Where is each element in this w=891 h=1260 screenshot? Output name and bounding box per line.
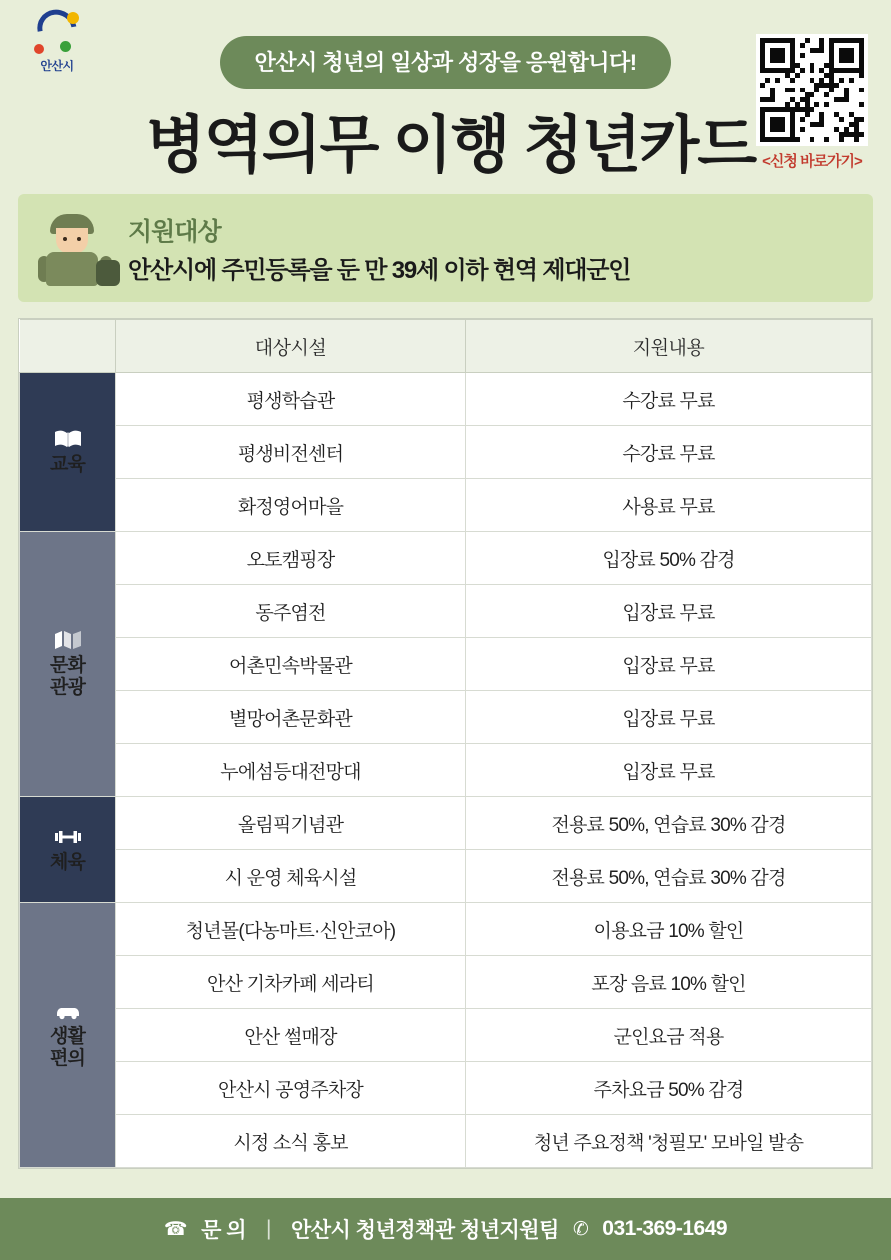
category-label: 문화 관광 [49, 655, 86, 698]
facility-cell: 동주염전 [116, 585, 466, 638]
benefit-cell: 입장료 무료 [466, 585, 872, 638]
eligibility-description: 안산시에 주민등록을 둔 만 39세 이하 현역 제대군인 [128, 256, 631, 284]
category-cell [20, 373, 116, 532]
benefit-cell: 포장 음료 10% 할인 [466, 956, 872, 1009]
table-row [20, 1009, 872, 1062]
qr-code-icon[interactable] [756, 34, 868, 146]
book-icon [53, 428, 83, 450]
footer-divider: | [266, 1217, 271, 1240]
benefits-table [19, 319, 872, 1168]
table-row [20, 373, 872, 426]
table-header-row [20, 320, 872, 373]
table-row [20, 850, 872, 903]
facility-cell: 평생비전센터 [116, 426, 466, 479]
poster-header [0, 0, 891, 190]
qr-apply-block[interactable] [751, 34, 873, 171]
benefit-cell: 주차요금 50% 감경 [466, 1062, 872, 1115]
eligibility-texts [128, 212, 630, 285]
tagline-wrap [20, 10, 871, 89]
table-row [20, 691, 872, 744]
facility-cell: 평생학습관 [116, 373, 466, 426]
benefit-cell: 입장료 무료 [466, 638, 872, 691]
logo-text: 안산시 [40, 59, 74, 73]
table-row [20, 903, 872, 956]
benefit-cell: 수강료 무료 [466, 373, 872, 426]
benefit-cell: 입장료 무료 [466, 744, 872, 797]
car-icon [53, 1000, 83, 1022]
ansan-city-logo [18, 8, 96, 74]
category-column-header [20, 320, 116, 373]
benefit-cell: 군인요금 적용 [466, 1009, 872, 1062]
category-cell [20, 532, 116, 797]
eligibility-label: 지원대상 [128, 217, 221, 246]
facility-cell: 오토캠핑장 [116, 532, 466, 585]
page-title: 병역의무 이행 청년카드 [145, 111, 756, 180]
eligibility-band [18, 194, 873, 302]
facility-column-header: 대상시설 [116, 320, 466, 373]
tagline-pill: 안산시 청년의 일상과 성장을 응원합니다! [220, 36, 670, 89]
table-row [20, 797, 872, 850]
benefits-table-body [20, 373, 872, 1168]
benefit-column-header: 지원내용 [466, 320, 872, 373]
table-row [20, 426, 872, 479]
facility-cell: 청년몰(다농마트·신안코아) [116, 903, 466, 956]
table-row [20, 532, 872, 585]
map-icon [53, 629, 83, 651]
table-row [20, 585, 872, 638]
benefit-cell: 청년 주요정책 '청필모' 모바일 발송 [466, 1115, 872, 1168]
facility-cell: 화정영어마을 [116, 479, 466, 532]
benefit-cell: 입장료 50% 감경 [466, 532, 872, 585]
facility-cell: 누에섬등대전망대 [116, 744, 466, 797]
benefits-table-wrap [18, 318, 873, 1169]
category-cell [20, 903, 116, 1168]
category-label: 교육 [49, 454, 86, 476]
facility-cell: 올림픽기념관 [116, 797, 466, 850]
facility-cell: 어촌민속박물관 [116, 638, 466, 691]
category-label: 생활 편의 [49, 1026, 86, 1069]
table-row [20, 638, 872, 691]
inquiry-label: 문 의 [201, 1219, 247, 1242]
facility-cell: 안산 썰매장 [116, 1009, 466, 1062]
table-row [20, 1115, 872, 1168]
table-row [20, 956, 872, 1009]
facility-cell: 안산 기차카페 세라티 [116, 956, 466, 1009]
table-row [20, 1062, 872, 1115]
table-row [20, 744, 872, 797]
benefit-cell: 수강료 무료 [466, 426, 872, 479]
benefit-cell: 전용료 50%, 연습료 30% 감경 [466, 797, 872, 850]
dumbbell-icon [53, 826, 83, 848]
footer-phone[interactable]: 031-369-1649 [602, 1217, 728, 1240]
table-row [20, 479, 872, 532]
category-cell [20, 797, 116, 903]
phone-ring-icon: ☎ [163, 1218, 188, 1240]
poster-footer [0, 1198, 891, 1260]
telephone-icon: ✆ [572, 1218, 589, 1240]
logo-mark-icon [31, 8, 83, 56]
facility-cell: 안산시 공영주차장 [116, 1062, 466, 1115]
qr-caption: <신청 바로가기> [762, 153, 862, 170]
facility-cell: 시 운영 체육시설 [116, 850, 466, 903]
facility-cell: 별망어촌문화관 [116, 691, 466, 744]
facility-cell: 시정 소식 홍보 [116, 1115, 466, 1168]
benefits-table-head [20, 320, 872, 373]
soldier-icon [36, 204, 114, 292]
benefit-cell: 전용료 50%, 연습료 30% 감경 [466, 850, 872, 903]
benefit-cell: 이용요금 10% 할인 [466, 903, 872, 956]
footer-department: 안산시 청년정책관 청년지원팀 [290, 1219, 559, 1242]
category-label: 체육 [49, 851, 86, 873]
benefit-cell: 입장료 무료 [466, 691, 872, 744]
benefit-cell: 사용료 무료 [466, 479, 872, 532]
